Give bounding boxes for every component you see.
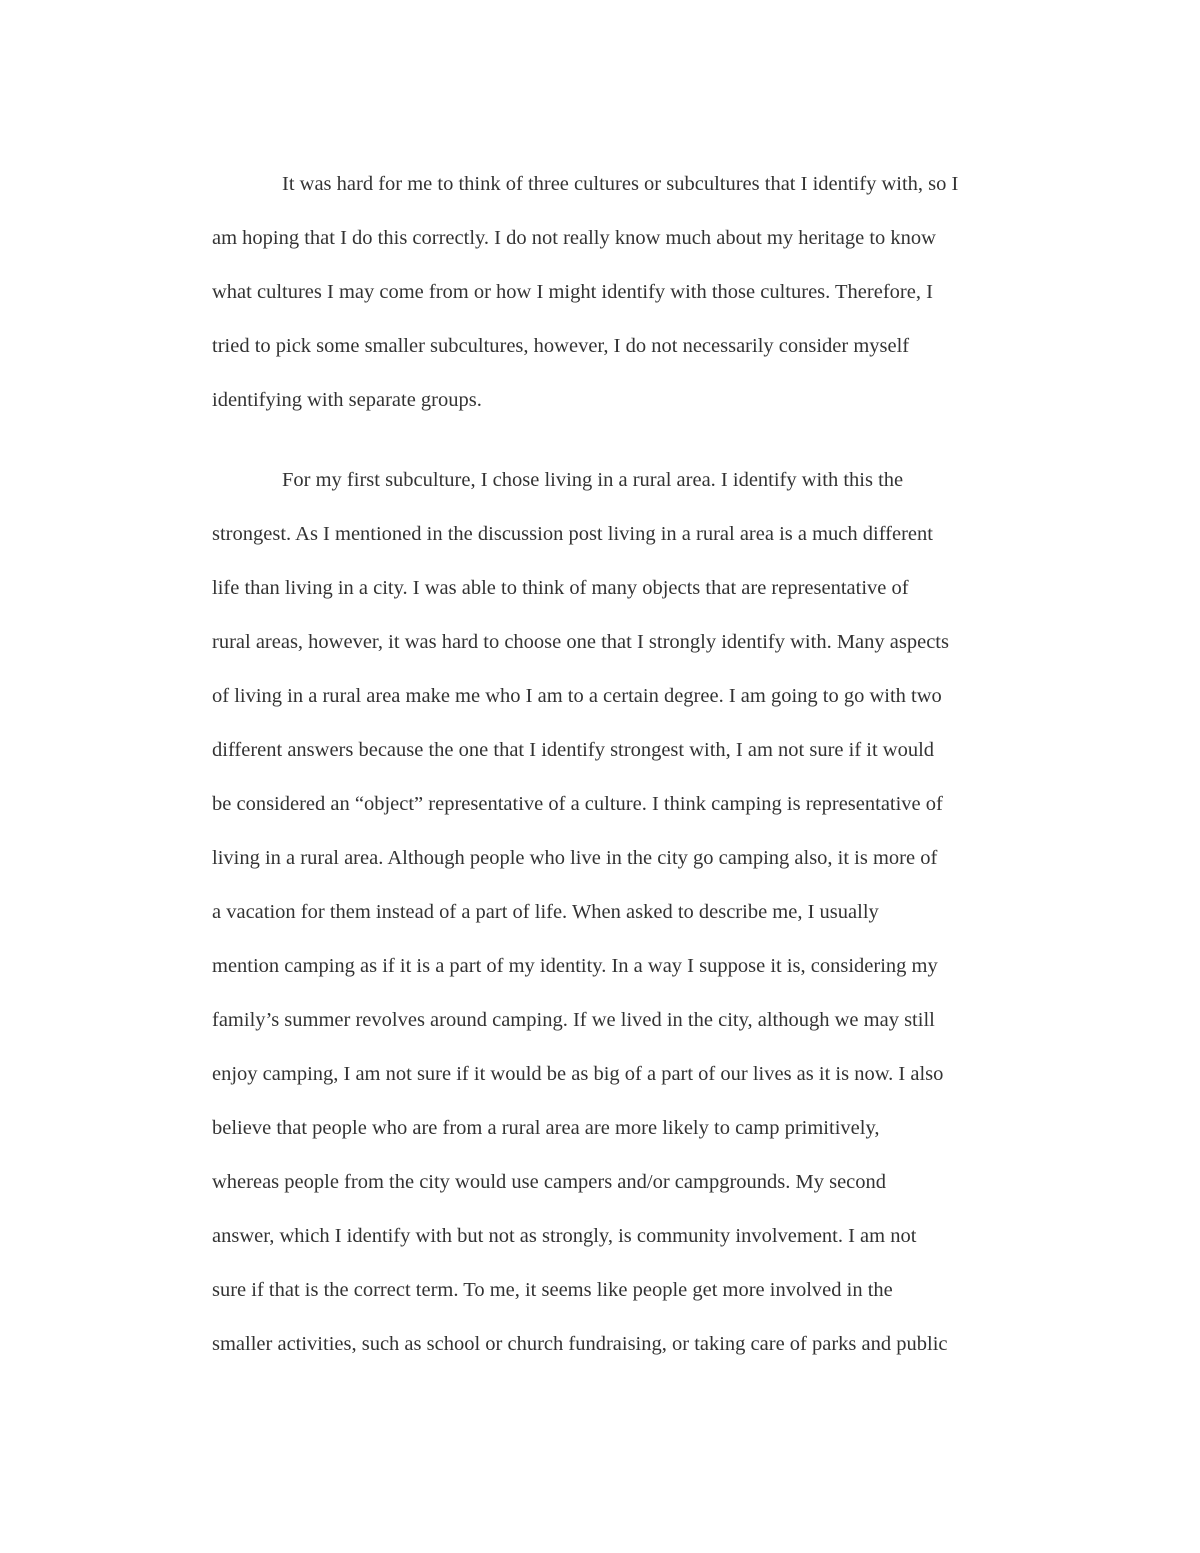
text-line: sure if that is the correct term. To me, it seems like people get more involved in the [212, 1279, 893, 1301]
text-line: identifying with separate groups. [212, 389, 482, 411]
text-line: smaller activities, such as school or church fundraising, or taking care of parks and public [212, 1333, 948, 1355]
text-line: life than living in a city. I was able to think of many objects that are representative of [212, 577, 909, 599]
document-body [212, 164, 1062, 1378]
text-line: whereas people from the city would use campers and/or campgrounds. My second [212, 1171, 887, 1193]
text-line: living in a rural area. Although people who live in the city go camping also, it is more of [212, 847, 938, 869]
text-line: answer, which I identify with but not as strongly, is community involvement. I am not [212, 1225, 917, 1247]
text-line: tried to pick some smaller subcultures, however, I do not necessarily consider myself [212, 335, 910, 357]
paragraph-1 [212, 164, 1062, 434]
text-line: For my first subculture, I chose living in a rural area. I identify with this the [282, 469, 904, 491]
paragraph-2 [212, 460, 1062, 1378]
text-line: of living in a rural area make me who I am to a certain degree. I am going to go with two [212, 685, 942, 707]
text-line: rural areas, however, it was hard to choose one that I strongly identify with. Many aspects [212, 631, 949, 653]
text-line: am hoping that I do this correctly. I do not really know much about my heritage to know [212, 227, 936, 249]
text-line: believe that people who are from a rural area are more likely to camp primitively, [212, 1117, 880, 1139]
text-line: strongest. As I mentioned in the discussion post living in a rural area is a much different [212, 523, 933, 545]
text-line: family’s summer revolves around camping. If we lived in the city, although we may still [212, 1009, 935, 1031]
text-line: enjoy camping, I am not sure if it would be as big of a part of our lives as it is now. I also [212, 1063, 944, 1085]
text-line: different answers because the one that I identify strongest with, I am not sure if it would [212, 739, 935, 761]
text-line: mention camping as if it is a part of my identity. In a way I suppose it is, considering my [212, 955, 938, 977]
text-line: what cultures I may come from or how I might identify with those cultures. Therefore, I [212, 281, 933, 303]
text-line: be considered an “object” representative of a culture. I think camping is representative of [212, 793, 943, 815]
text-line: It was hard for me to think of three cultures or subcultures that I identify with, so I [282, 173, 959, 195]
text-line: a vacation for them instead of a part of life. When asked to describe me, I usually [212, 901, 879, 923]
